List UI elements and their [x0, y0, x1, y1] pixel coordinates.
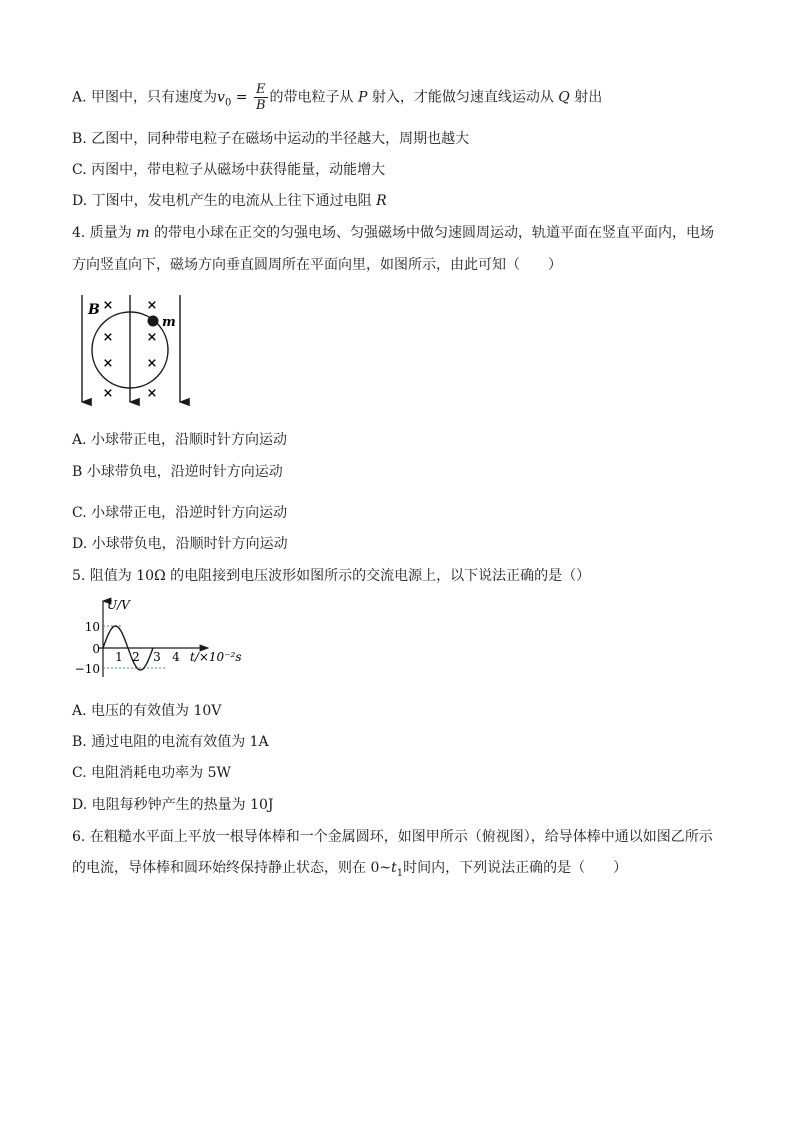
- x-tick-1: 1: [115, 650, 123, 664]
- q5-option-d: D. 电阻每秒钟产生的热量为 10J: [72, 797, 274, 813]
- q4-option-a: A. 小球带正电，沿顺时针方向运动: [72, 432, 288, 448]
- q3-var-sub: 0: [224, 97, 232, 109]
- cross-mark: ×: [102, 356, 114, 371]
- q3-option-a: [72, 82, 602, 113]
- q5-voltage-chart: [72, 595, 252, 685]
- q3-fraction-den: B: [255, 98, 266, 113]
- cross-mark: ×: [102, 298, 114, 313]
- charged-ball: [148, 316, 159, 327]
- q3-option-c: C. 丙图中，带电粒子从磁场中获得能量，动能增大: [72, 162, 386, 178]
- q3-resistor-r: R: [376, 193, 387, 209]
- q6-var-t: t: [391, 860, 397, 876]
- x-tick-2: 2: [132, 650, 140, 664]
- cross-mark: ×: [102, 386, 114, 401]
- q3-option-d-text: D. 丁图中，发电机产生的电流从上往下通过电阻: [72, 193, 372, 209]
- cross-mark: ×: [146, 330, 158, 345]
- q6-stem-post: 时间内，下列说法正确的是（ ）: [403, 860, 628, 876]
- x-tick-3: 3: [153, 650, 161, 664]
- y-tick-10: 10: [84, 620, 100, 634]
- q3-fraction: [254, 82, 268, 113]
- q3-option-a-mid: 的带电粒子从: [269, 89, 354, 106]
- q4-stem-post: 的带电小球在正交的匀强电场、匀强磁场中做匀速圆周运动，轨道平面在竖直平面内，电场: [154, 225, 714, 241]
- q4-mass-m: m: [136, 225, 150, 241]
- m-label: m: [162, 315, 176, 330]
- y-axis-label: U/V: [107, 598, 130, 612]
- cross-mark: ×: [102, 330, 114, 345]
- q3-option-a-text: A. 甲图中，只有速度为: [72, 89, 218, 106]
- q4-field-figure: [72, 290, 192, 412]
- q5-option-b: B. 通过电阻的电流有效值为 1A: [72, 734, 269, 750]
- q4-stem-pre: 4. 质量为: [72, 225, 132, 241]
- q4-option-d: D. 小球带负电，沿顺时针方向运动: [72, 536, 288, 552]
- q3-option-b: B. 乙图中，同种带电粒子在磁场中运动的半径越大，周期也越大: [72, 131, 470, 147]
- q4-option-c: C. 小球带正电，沿逆时针方向运动: [72, 505, 288, 521]
- q4-stem-line2: 方向竖直向下，磁场方向垂直圆周所在平面向里，如图所示，由此可知（ ）: [72, 257, 562, 273]
- y-tick-0: 0: [92, 642, 100, 656]
- q6-var-sub: 1: [396, 867, 404, 879]
- cross-mark: ×: [146, 386, 158, 401]
- q3-fraction-num: E: [254, 82, 268, 98]
- q3-option-d: [72, 191, 387, 211]
- q4-option-b: B 小球带负电，沿逆时针方向运动: [72, 464, 283, 480]
- x-axis-label: t/×10⁻²s: [190, 650, 242, 664]
- q6-stem-line2: [72, 858, 627, 884]
- q5-option-c: C. 电阻消耗电功率为 5W: [72, 765, 231, 781]
- q6-stem-line1: 6. 在粗糙水平面上平放一根导体棒和一个金属圆环，如图甲所示（俯视图），给导体棒中通以如图乙所示: [72, 829, 713, 845]
- q3-equals: =: [231, 89, 252, 106]
- y-tick-neg10: −10: [74, 662, 100, 676]
- q3-point-p: P: [357, 89, 368, 106]
- x-tick-4: 4: [172, 650, 180, 664]
- q5-option-a: A. 电压的有效值为 10V: [72, 703, 222, 719]
- q6-stem-pre: 的电流，导体棒和圆环始终保持静止状态，则在 0~: [72, 860, 392, 876]
- q3-point-q: Q: [558, 89, 570, 106]
- cross-mark: ×: [146, 356, 158, 371]
- q4-stem-line1: [72, 223, 714, 243]
- q3-option-a-mid2: 射入，才能做匀速直线运动从: [371, 89, 554, 106]
- q3-var-v: v: [217, 89, 225, 106]
- q3-option-a-end: 射出: [574, 89, 603, 106]
- q5-stem: 5. 阻值为 10Ω 的电阻接到电压波形如图所示的交流电源上，以下说法正确的是（）: [72, 568, 591, 584]
- cross-mark: ×: [146, 298, 158, 313]
- b-label: B: [88, 302, 100, 318]
